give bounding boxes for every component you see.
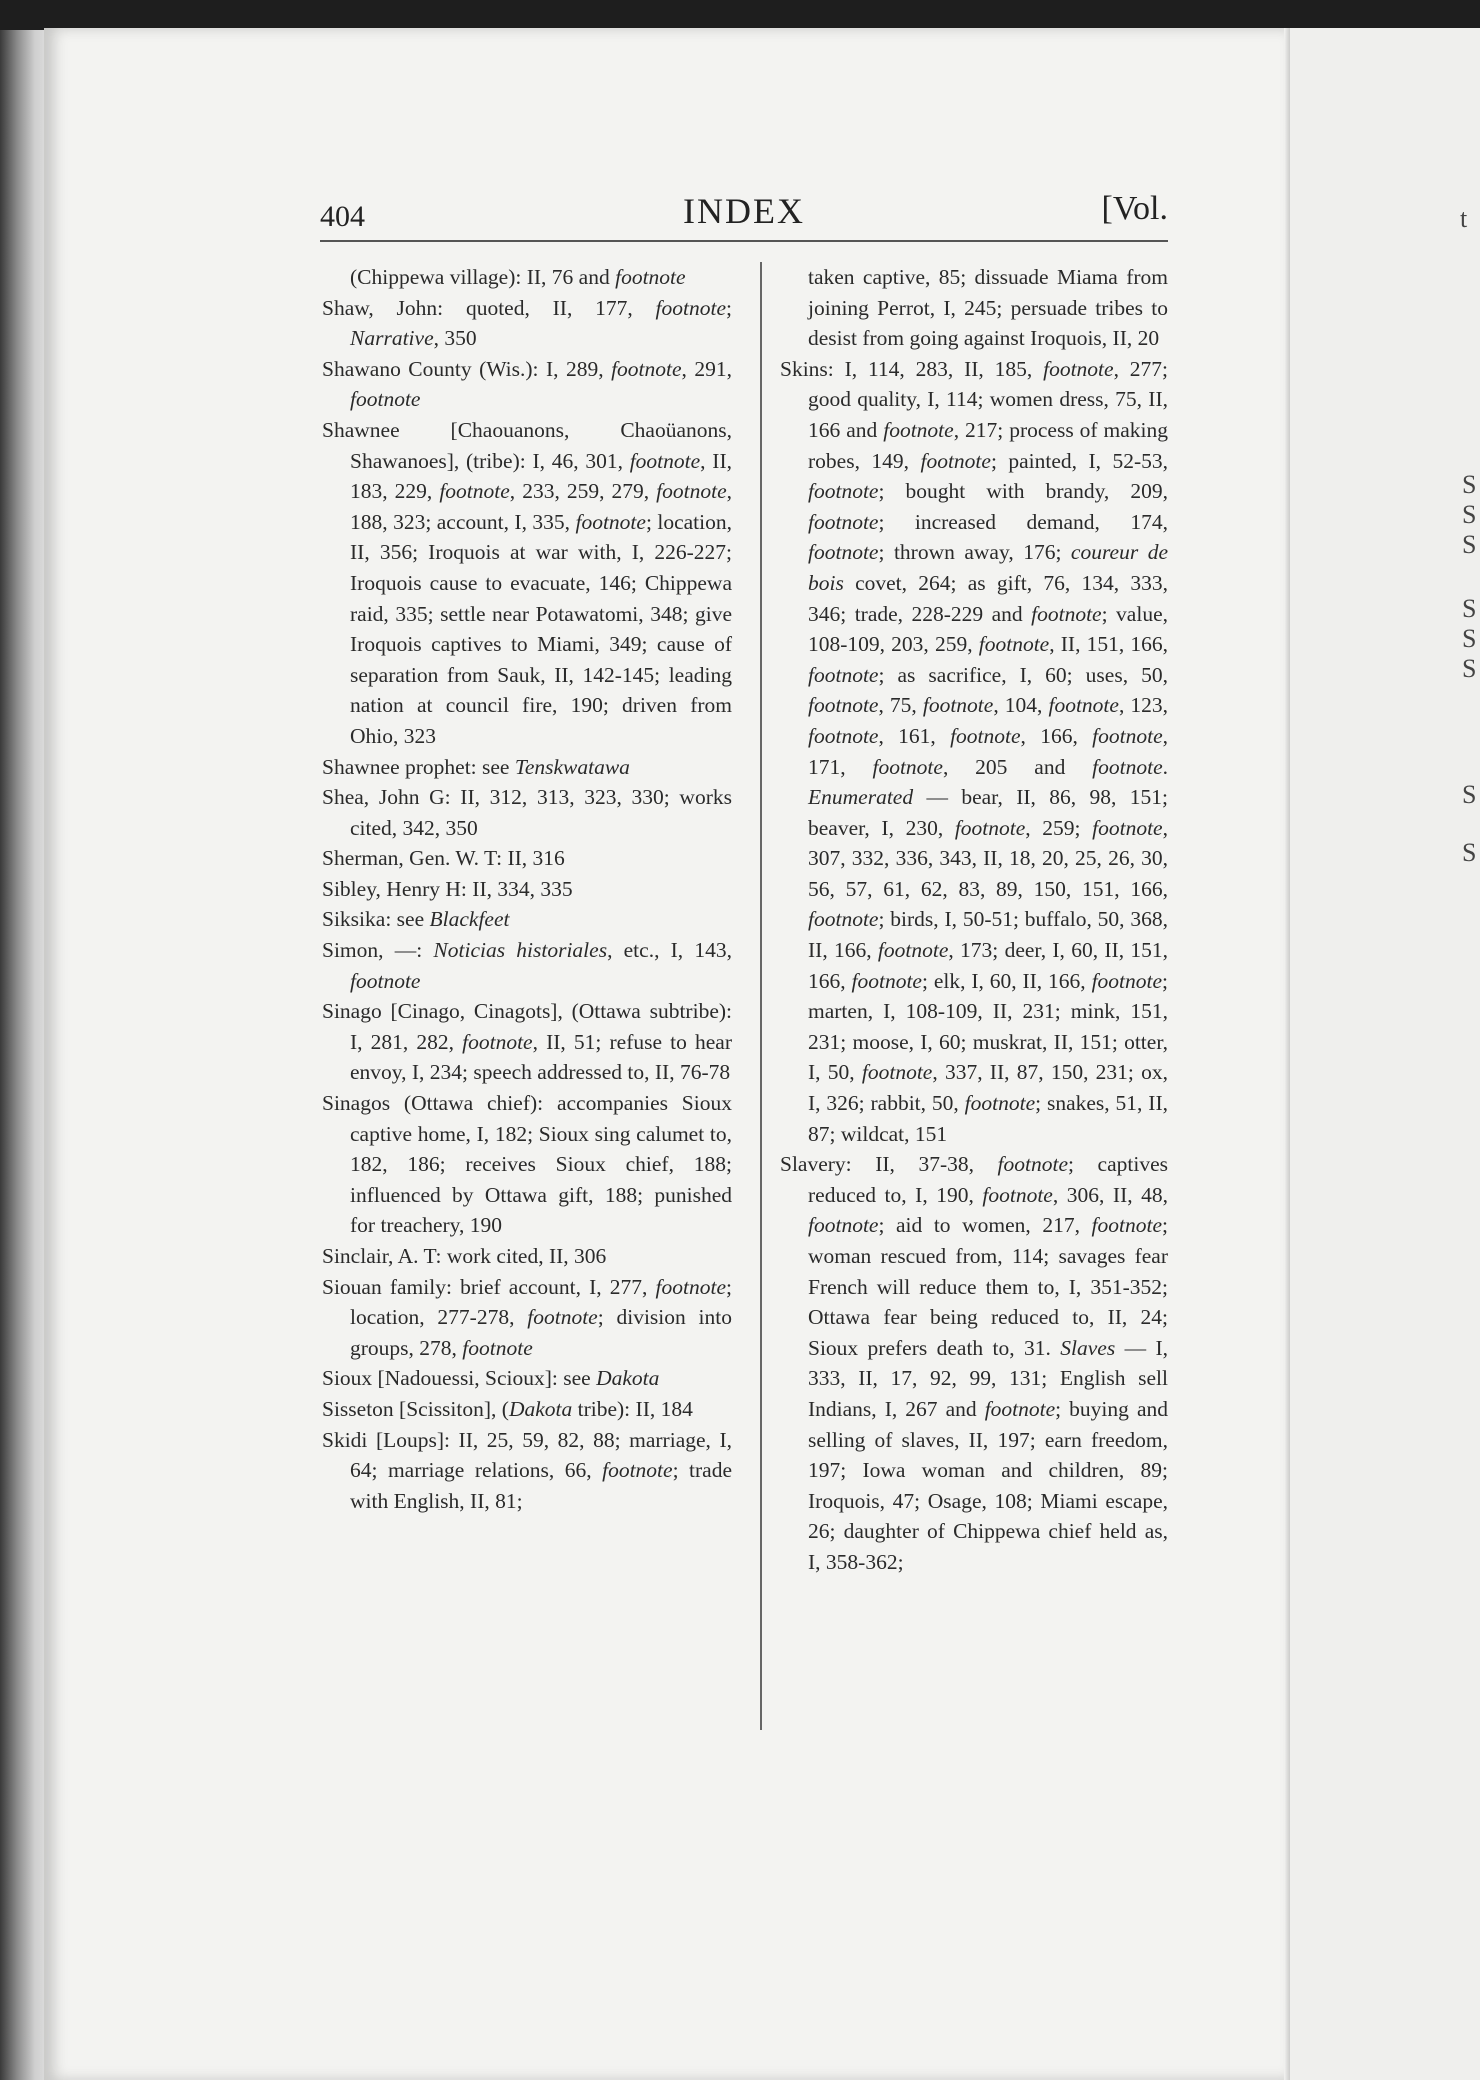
index-entry: Sherman, Gen. W. T: II, 316 (322, 846, 565, 871)
page-number: 404 (320, 200, 365, 233)
running-header (320, 190, 1168, 242)
index-entry: Sinago [Cinago, Cinagots], (Ottawa subtribe): I, 281, 282, footnote, II, 51; refuse to hear envoy, I, 234; speech addressed to, II, 76-78 (322, 999, 732, 1085)
index-entry: Skins: I, 114, 283, II, 185, footnote, 277; good quality, I, 114; women dress, 75, II, 166 and footnote, 217; process of making robes, 149, footnote; painted, I, 52-53, footnote; bought with brandy, 209, footnote; increased demand, 174, footnote; thrown away, 176; coureur de bois covet, 264; as gift, 76, 134, 333, 346; trade, 228-229 and footnote; value, 108-109, 203, 259, footnote, II, 151, 166, footnote; as sacrifice, I, 60; uses, 50, footnote, 75, footnote, 104, footnote, 123, footnote, 161, footnote, 166, footnote, 171, footnote, 205 and footnote. Enumerated — bear, II, 86, 98, 151; beaver, I, 230, footnote, 259; footnote, 307, 332, 336, 343, II, 18, 20, 25, 26, 30, 56, 57, 61, 62, 83, 89, 150, 151, 166, footnote; birds, I, 50-51; buffalo, 50, 368, II, 166, footnote, 173; deer, I, 60, II, 151, 166, footnote; elk, I, 60, II, 166, footnote; marten, I, 108-109, II, 231; mink, 151, 231; moose, I, 60; muskrat, II, 151; otter, I, 50, footnote, 337, II, 87, 150, 231; ox, I, 326; rabbit, 50, footnote; snakes, 51, II, 87; wildcat, 151 (780, 356, 1169, 1146)
facing-page-fragment: S (1462, 624, 1477, 653)
index-column-right (780, 262, 1168, 1578)
facing-page-fragment: S (1462, 780, 1477, 809)
index-entry: Shea, John G: II, 312, 313, 323, 330; works cited, 342, 350 (322, 785, 732, 840)
index-entry: Shaw, John: quoted, II, 177, footnote; Narrative, 350 (322, 295, 732, 351)
index-entry: Sinclair, A. T: work cited, II, 306 (322, 1244, 607, 1268)
facing-page-fragment: S (1462, 838, 1477, 867)
index-entry: Sinagos (Ottawa chief): accompanies Sioux captive home, I, 182; Sioux sing calumet to, 182, 186; receives Sioux chief, 188; influenced by Ottawa gift, 188; punished for treachery, 190 (322, 1091, 732, 1238)
column-divider (760, 262, 762, 1730)
facing-page-fragment: t (1460, 204, 1468, 233)
index-entry: Shawnee prophet: see Tenskwatawa (322, 754, 630, 779)
index-entry: Shawnee [Chaouanons, Chaoüanons, Shawanoes], (tribe): I, 46, 301, footnote, II, 183, 229, footnote, 233, 259, 279, footnote, 188, 323; account, I, 335, footnote; location, II, 356; Iroquois at war with, I, 226-227; Iroquois cause to evacuate, 146; Chippewa raid, 335; settle near Potawatomi, 348; give Iroquois captives to Miami, 349; cause of separation from Sauk, II, 142-145; leading nation at council fire, 190; driven from Ohio, 323 (322, 417, 732, 748)
index-entry: Shawano County (Wis.): I, 289, footnote, 291, footnote (322, 356, 733, 412)
index-entry-continuation: taken captive, 85; dissuade Miama from joining Perrot, I, 245; persuade tribes to desist from going against Iroquois, II, 20 (808, 265, 1168, 351)
index-entry-tail: footnote (615, 265, 686, 289)
index-entry-continuation: (Chippewa village): II, 76 and footnote (350, 265, 686, 289)
index-entry: Sioux [Nadouessi, Scioux]: see Dakota (322, 1366, 660, 1391)
index-entry: Sisseton [Scissiton], (Dakota tribe): II, 184 (322, 1396, 693, 1421)
facing-page (1290, 28, 1480, 2080)
index-entry: Skidi [Loups]: II, 25, 59, 82, 88; marriage, I, 64; marriage relations, 66, footnote; trade with English, II, 81; (322, 1427, 732, 1513)
index-entry: Simon, —: Noticias historiales, etc., I, 143, footnote (322, 938, 732, 993)
index-entry: Slavery: II, 37-38, footnote; captives reduced to, I, 190, footnote, 306, II, 48, footnote; aid to women, 217, footnote; woman rescued from, 114; savages fear French will reduce them to, I, 351-352; Ottawa fear being reduced to, II, 24; Sioux prefers death to, 31. Slaves — I, 333, II, 17, 92, 99, 131; English sell Indians, I, 267 and footnote; buying and selling of slaves, II, 197; earn freedom, 197; Iowa woman and children, 89; Iroquois, 47; Osage, 108; Miami escape, 26; daughter of Chippewa chief held as, I, 358-362; (780, 1152, 1168, 1574)
page-title: INDEX (683, 191, 805, 231)
facing-page-fragment: S (1462, 594, 1477, 623)
facing-page-fragment: S (1462, 500, 1477, 529)
index-column-left (322, 262, 732, 1516)
index-entry: Sibley, Henry H: II, 334, 335 (322, 876, 573, 901)
index-entry: Siksika: see Blackfeet (322, 907, 510, 932)
volume-marker: [Vol. (1101, 190, 1168, 227)
facing-page-fragment: S (1462, 470, 1477, 499)
index-entry: Siouan family: brief account, I, 277, footnote; location, 277-278, footnote; division into groups, 278, footnote (322, 1274, 732, 1360)
facing-page-fragment: S (1462, 654, 1477, 683)
header-rule (320, 240, 1168, 242)
facing-page-fragment: S (1462, 530, 1477, 559)
